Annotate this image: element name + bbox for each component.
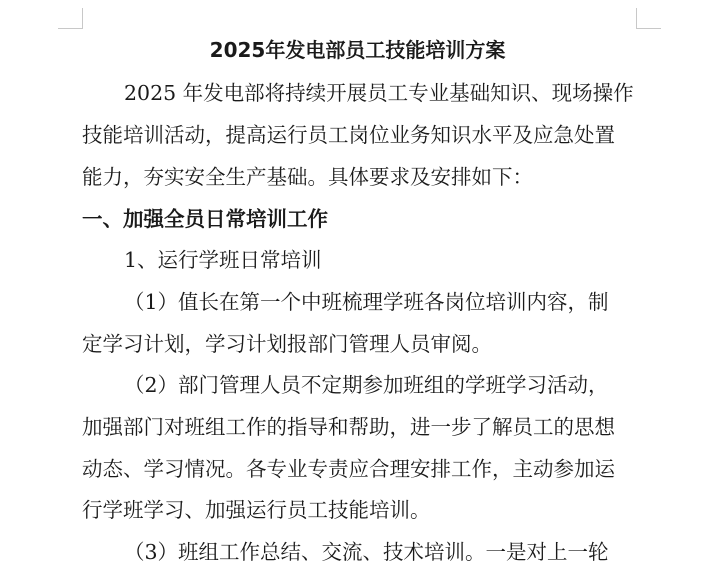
paragraph-line: 2025 年发电部将持续开展员工专业基础知识、现场操作 xyxy=(124,81,634,105)
document-title: 2025年发电部员工技能培训方案 xyxy=(209,38,506,62)
paragraph-line: 加强部门对班组工作的指导和帮助，进一步了解员工的思想 xyxy=(82,415,615,439)
paragraph-line: （3）班组工作总结、交流、技术培训。一是对上一轮 xyxy=(124,540,609,564)
paragraph-line: 行学班学习、加强运行员工技能培训。 xyxy=(82,498,431,522)
paragraph-line: 定学习计划，学习计划报部门管理人员审阅。 xyxy=(82,332,492,356)
paragraph-line: （1）值长在第一个中班梳理学班各岗位培训内容，制 xyxy=(124,290,609,314)
paragraph-line: 能力，夯实安全生产基础。具体要求及安排如下： xyxy=(82,165,533,189)
margin-corner-mark-top-right xyxy=(636,8,661,29)
section-heading: 一、加强全员日常培训工作 xyxy=(82,207,328,231)
subsection-heading: 1、运行学班日常培训 xyxy=(124,248,322,272)
paragraph-line: 技能培训活动，提高运行员工岗位业务知识水平及应急处置 xyxy=(82,123,615,147)
paragraph-line: （2）部门管理人员不定期参加班组的学班学习活动， xyxy=(124,373,609,397)
margin-corner-mark-top-left xyxy=(58,8,83,29)
paragraph-line: 动态、学习情况。各专业专责应合理安排工作，主动参加运 xyxy=(82,457,615,481)
